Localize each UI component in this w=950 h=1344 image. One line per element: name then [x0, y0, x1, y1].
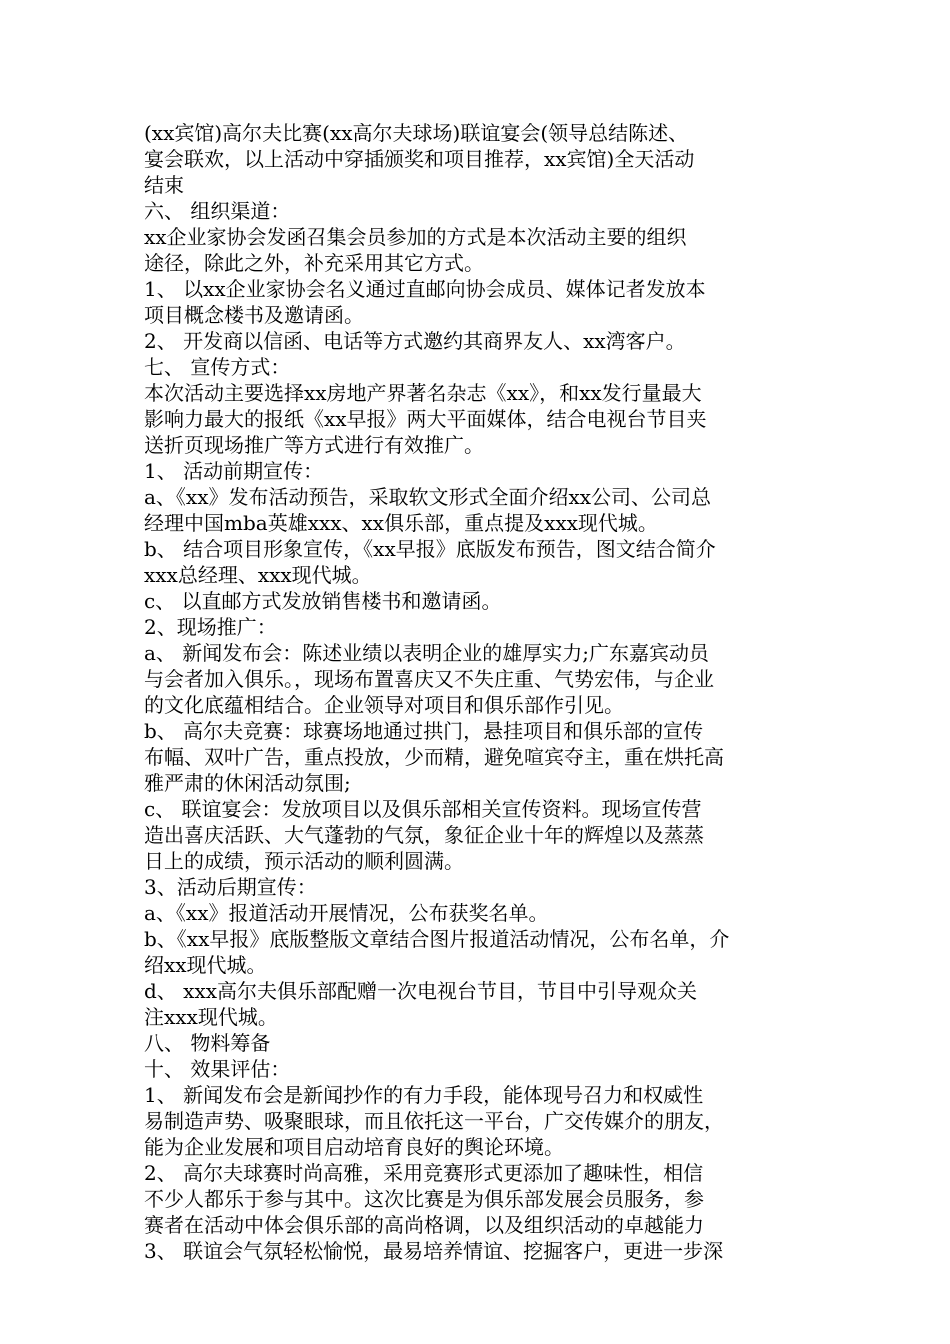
text-line: (xx宾馆)高尔夫比赛(xx高尔夫球场)联谊宴会(领导总结陈述、 — [144, 121, 689, 145]
text-line: 2、 开发商以信函、电话等方式邀约其商界友人、xx湾客户。 — [144, 329, 686, 353]
text-line: 布幅、双叶广告，重点投放，少而精，避免喧宾夺主，重在烘托高 — [144, 745, 724, 769]
document-body — [144, 120, 812, 1264]
text-line: c、 联谊宴会：发放项目以及俱乐部相关宣传资料。现场宣传营 — [144, 797, 702, 821]
text-line: 途径，除此之外，补充采用其它方式。 — [144, 251, 484, 275]
text-line: xxx总经理、xxx现代城。 — [144, 563, 372, 587]
text-line: 易制造声势、吸聚眼球，而且依托这一平台，广交传媒介的朋友， — [144, 1109, 724, 1133]
section-heading: 十、 效果评估： — [144, 1057, 291, 1081]
text-line: 能为企业发展和项目启动培育良好的舆论环境。 — [144, 1135, 564, 1159]
text-line: a、《xx》报道活动开展情况，公布获奖名单。 — [144, 901, 549, 925]
text-line: 结束 — [144, 173, 184, 197]
section-heading: 八、 物料筹备 — [144, 1031, 271, 1055]
text-line: 本次活动主要选择xx房地产界著名杂志《xx》，和xx发行量最大 — [144, 381, 702, 405]
text-line: 日上的成绩，预示活动的顺利圆满。 — [144, 849, 464, 873]
text-line: 雅严肃的休闲活动氛围; — [144, 771, 351, 795]
subsection-heading: 2、现场推广： — [144, 615, 277, 639]
section-heading: 六、 组织渠道： — [144, 199, 291, 223]
text-line: 3、 联谊会气氛轻松愉悦，最易培养情谊、挖掘客户，更进一步深 — [144, 1239, 724, 1263]
text-line: b、 高尔夫竞赛：球赛场地通过拱门，悬挂项目和俱乐部的宣传 — [144, 719, 704, 743]
text-line: d、 xxx高尔夫俱乐部配赠一次电视台节目，节目中引导观众关 — [144, 979, 697, 1003]
text-line: c、 以直邮方式发放销售楼书和邀请函。 — [144, 589, 502, 613]
text-line: 经理中国mba英雄xxx、xx俱乐部，重点提及xxx现代城。 — [144, 511, 658, 535]
text-line: a、 新闻发布会：陈述业绩以表明企业的雄厚实力;广东嘉宾动员 — [144, 641, 710, 665]
text-line: b、 结合项目形象宣传，《xx早报》底版发布预告，图文结合简介 — [144, 537, 716, 561]
text-line: 造出喜庆活跃、大气蓬勃的气氛，象征企业十年的辉煌以及蒸蒸 — [144, 823, 704, 847]
text-line: 项目概念楼书及邀请函。 — [144, 303, 364, 327]
text-line: 与会者加入俱乐。，现场布置喜庆又不失庄重、气势宏伟，与企业 — [144, 667, 714, 691]
text-line: 的文化底蕴相结合。企业领导对项目和俱乐部作引见。 — [144, 693, 624, 717]
text-line: a、《xx》发布活动预告，采取软文形式全面介绍xx公司、公司总 — [144, 485, 712, 509]
text-line: 不少人都乐于参与其中。这次比赛是为俱乐部发展会员服务，参 — [144, 1187, 704, 1211]
subsection-heading: 1、 活动前期宣传： — [144, 459, 324, 483]
text-line: xx企业家协会发函召集会员参加的方式是本次活动主要的组织 — [144, 225, 687, 249]
text-line: 1、 以xx企业家协会名义通过直邮向协会成员、媒体记者发放本 — [144, 277, 706, 301]
text-line: 注xxx现代城。 — [144, 1005, 278, 1029]
text-line: 1、 新闻发布会是新闻抄作的有力手段，能体现号召力和权威性 — [144, 1083, 704, 1107]
text-line: 送折页现场推广等方式进行有效推广。 — [144, 433, 484, 457]
text-line: 赛者在活动中体会俱乐部的高尚格调，以及组织活动的卓越能力 — [144, 1213, 704, 1237]
text-line: 影响力最大的报纸《xx早报》两大平面媒体，结合电视台节目夹 — [144, 407, 707, 431]
section-heading: 七、 宣传方式： — [144, 355, 291, 379]
text-line: 2、 高尔夫球赛时尚高雅，采用竞赛形式更添加了趣味性，相信 — [144, 1161, 704, 1185]
text-line: 宴会联欢，以上活动中穿插颁奖和项目推荐，xx宾馆)全天活动 — [144, 147, 695, 171]
subsection-heading: 3、活动后期宣传： — [144, 875, 317, 899]
text-line: b、《xx早报》底版整版文章结合图片报道活动情况，公布名单，介 — [144, 927, 730, 951]
text-line: 绍xx现代城。 — [144, 953, 267, 977]
